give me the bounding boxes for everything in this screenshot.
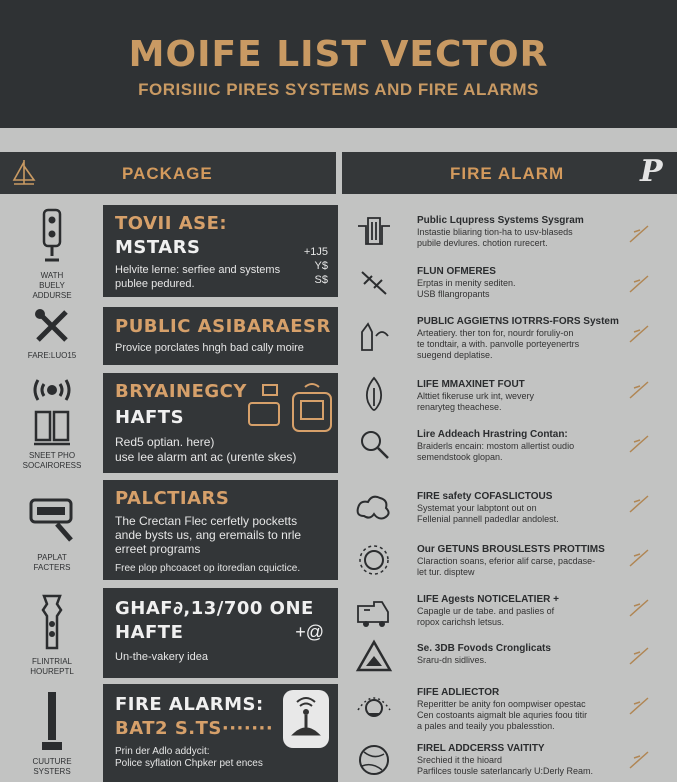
card-text: Helvite lerne: serfiee and systems publee pedured. bbox=[115, 264, 281, 290]
package-card-1[interactable]: TOVII ASE: MSTARS Helvite lerne: serfiee and systems publee pedured. +1J5 Y$ S$ bbox=[103, 205, 338, 297]
alarm-item: Lire Addeach Hrastring Contan: Braiderls encain: mostom allertist oudio semendstook glopan. bbox=[417, 429, 575, 462]
card-text: Un-the-vakery idea bbox=[115, 651, 208, 663]
alarm-item: FLUN OFMERES Erptas in menity sediten. USB fllangropants bbox=[417, 266, 516, 299]
cloud-icon bbox=[354, 490, 394, 526]
pillar-icon bbox=[12, 690, 92, 777]
card-text: Provice porclates hngh bad cally moire bbox=[115, 342, 304, 354]
pen-icon bbox=[626, 272, 652, 296]
fire-alarm-column-header bbox=[342, 152, 677, 194]
header-banner bbox=[0, 0, 677, 128]
tools-icon bbox=[12, 306, 92, 361]
flame-icon bbox=[354, 376, 394, 412]
pen-icon bbox=[626, 322, 652, 346]
gear-sun-icon bbox=[354, 688, 394, 724]
package-card-4[interactable]: PALCTIARS The Crectan Flec cerfetly pocketts ande bysts us, ang eremails to nrle erreet programs Free plop phcoacet op itoredian cquictice. bbox=[103, 480, 338, 580]
package-card-2[interactable]: PUBLIC ASIBARAESR Provice porclates hngh bad cally moire bbox=[103, 307, 338, 365]
alarm-item: FIRE safety COFASLICTOUS Systemat your labptont out on Fellenial pannell padedlar andolest. bbox=[417, 491, 559, 524]
alarm-item: Public Lqupress Systems Sysgram Instastie bliaring tion-ha to usv-blaseds pubile devlures. chotion rurecert. bbox=[417, 215, 584, 248]
alarm-item: Our GETUNS BROUSLESTS PROTTIMS Claraction soans, eferior alif carse, pacdase- let tur. disptew bbox=[417, 544, 605, 577]
warning-triangle-icon bbox=[354, 638, 394, 674]
alarm-item: LIFE MMAXINET FOUT Alttiet fikeruse urk int, wevery renaryteg theachese. bbox=[417, 379, 535, 412]
pen-icon bbox=[626, 596, 652, 620]
sun-badge-icon bbox=[354, 542, 394, 578]
package-card-5[interactable]: GHAF∂,13/700 ONE HAFTE +@ Un-the-vakery idea bbox=[103, 588, 338, 678]
badge-text: +@ bbox=[295, 622, 324, 642]
icon-caption: FLINTRIAL HOUREPTL bbox=[30, 657, 74, 676]
alarm-devices-icon bbox=[245, 381, 335, 437]
icon-caption: SNEET PHO SOCAIRORESS bbox=[22, 451, 82, 470]
p-logo-icon: P bbox=[640, 154, 664, 189]
icon-caption: CUUTURE SYSTERS bbox=[32, 757, 72, 776]
icon-caption: FARE:LUO15 bbox=[27, 351, 77, 360]
pen-icon bbox=[626, 748, 652, 772]
alarm-item: PUBLIC AGGIETNS IOTRRS-FORS System Arteatiery. ther ton for, nourdr foruliy-on te tondtair, a with. panvolle porteyenertrs suegend deplatise. bbox=[417, 316, 619, 360]
alarm-speaker-icon bbox=[283, 690, 329, 748]
hand-bottle-icon bbox=[354, 318, 394, 354]
truck-icon bbox=[354, 594, 394, 630]
magnifier-screen-icon bbox=[12, 496, 92, 573]
building-icon bbox=[354, 212, 394, 248]
alarm-item: Se. 3DB Fovods Cronglicats Sraru-dn sidlives. bbox=[417, 643, 551, 665]
pen-icon bbox=[626, 222, 652, 246]
remote-icon bbox=[12, 594, 92, 677]
icon-caption: WATH BUELY ADDURSE bbox=[32, 271, 72, 300]
price-list: +1J5 Y$ S$ bbox=[303, 246, 328, 286]
pen-icon bbox=[626, 644, 652, 668]
book-icon bbox=[12, 408, 92, 471]
package-column-title: PACKAGE bbox=[122, 164, 213, 183]
globe-icon bbox=[354, 742, 394, 778]
broadcast-icon bbox=[12, 376, 92, 409]
card-text: The Crectan Flec cerfetly pocketts ande bysts us, ang eremails to nrle erreet programs Free plop phcoacet op itoredian cquictice. bbox=[115, 514, 302, 574]
no-plug-icon bbox=[354, 264, 394, 300]
pen-icon bbox=[626, 492, 652, 516]
pen-icon bbox=[626, 694, 652, 718]
sailboat-logo-icon bbox=[10, 158, 38, 193]
card-text: Red5 optian. here) use lee alarm ant ac (urente skes) bbox=[115, 435, 297, 464]
search-icon bbox=[354, 426, 394, 462]
page-title: MOIFE LIST VECTOR bbox=[128, 34, 549, 75]
package-column-header bbox=[0, 152, 336, 194]
pen-icon bbox=[626, 546, 652, 570]
package-card-3[interactable]: BRYAINEGCY HAFTS Red5 optian. here) use lee alarm ant ac (urente skes) bbox=[103, 373, 338, 473]
alarm-item: FIREL ADDCERSS VAITITY Srechied it the hioard Parfilces tousle saterlancarly U:Derly Ream. bbox=[417, 743, 594, 776]
package-card-6[interactable]: FIRE ALARMS: BAT2 S.TS······· Prin der Adlo addycit: Police syflation Chpker pet ences bbox=[103, 684, 338, 782]
icon-caption: PAPLAT FACTERS bbox=[33, 553, 71, 572]
page-subtitle: FORISIIIC PIRES SYSTEMS AND FIRE ALARMS bbox=[138, 80, 539, 99]
alarm-item: LIFE Agests NOTICELATIER + Capagle ur de tabe. and paslies of ropox carichsh letsus. bbox=[417, 594, 559, 627]
card-text: Prin der Adlo addycit: Police syflation Chpker pet ences bbox=[115, 746, 263, 769]
fire-alarm-column-title: FIRE ALARM bbox=[450, 164, 565, 183]
traffic-light-icon bbox=[12, 208, 92, 301]
pen-icon bbox=[626, 432, 652, 456]
pen-icon bbox=[626, 378, 652, 402]
alarm-item: FIFE ADLIECTOR Reperitter be anity fon oompwiser opestac Cen costoants aigmalt ble aquries foou titir a pales and teaily you pbalesstion. bbox=[417, 687, 588, 731]
